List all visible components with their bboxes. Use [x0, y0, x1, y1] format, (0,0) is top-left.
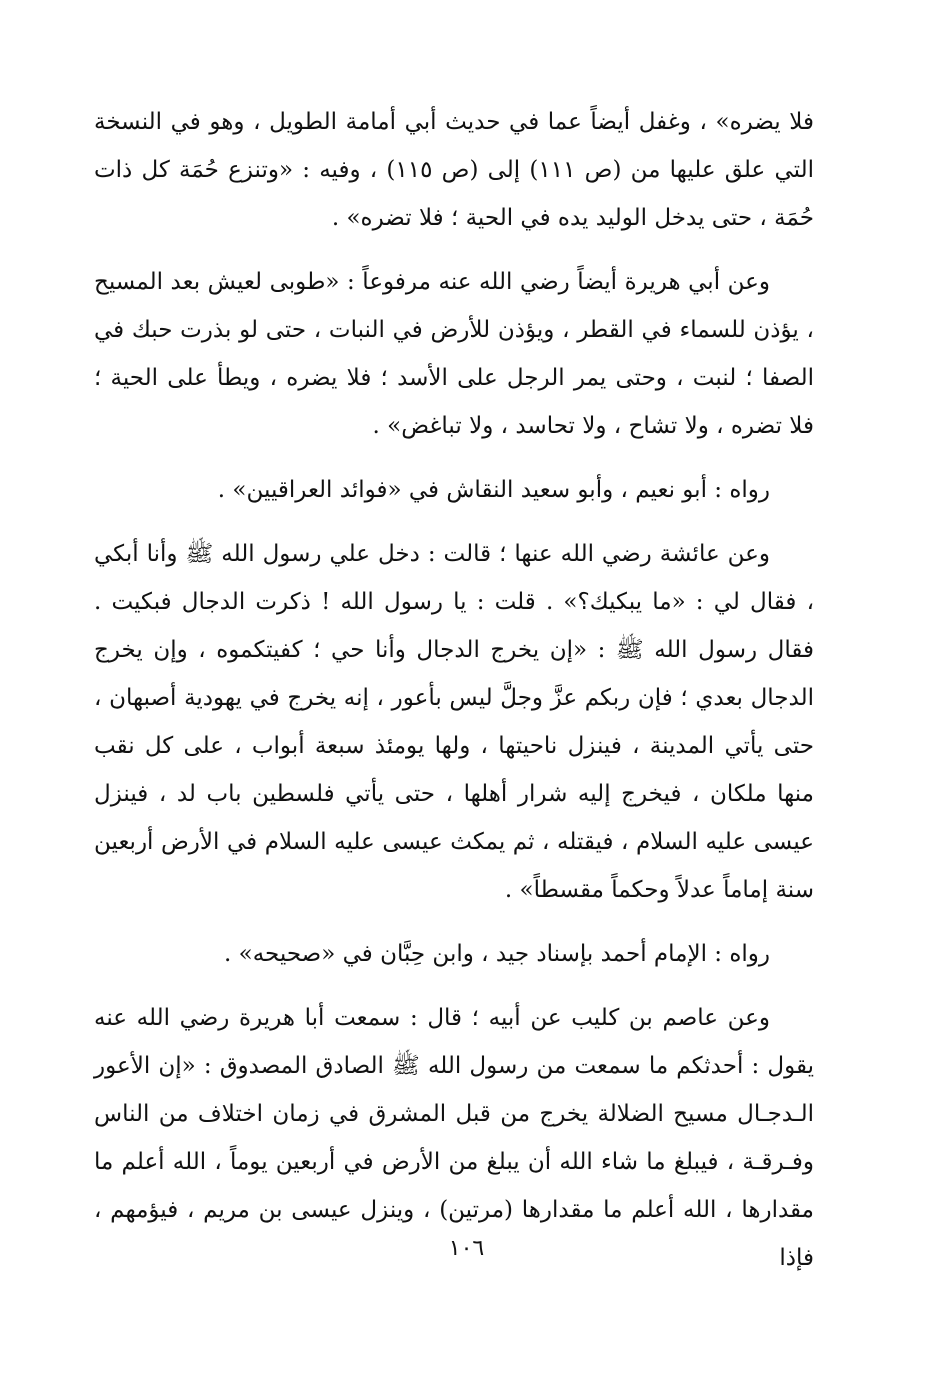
- page-body: [94, 98, 814, 1282]
- paragraph-gap: [94, 242, 814, 258]
- paragraph-narration-source-2: رواه : الإمام أحمد بإسناد جيد ، وابن حِبَّان في «صحيحه» .: [224, 941, 770, 967]
- paragraph-gap: [94, 514, 814, 530]
- paragraph-hadith-asim: وعن عاصم بن كليب عن أبيه ؛ قال : سمعت أبا هريرة رضي الله عنه يقول : أحدثكم ما سمعت من رسول الله ﷺ الصادق المصدوق : «إن الأعور الـدجـال مسيح الضلالة يخرج من قبل المشرق في زمان اختلاف من الناس وفـرقـة ، فيبلغ ما شاء الله أن يبلغ من الأرض في أربعين يوماً ، الله أعلم ما مقدارها ، الله أعلم ما مقدارها (مرتين) ، وينزل عيسى بن مريم ، فيؤمهم ، فإذا: [94, 1005, 815, 1271]
- paragraph-hadith-abu-hurayra: وعن أبي هريرة أيضاً رضي الله عنه مرفوعاً : «طوبى لعيش بعد المسيح ، يؤذن للسماء في القطر ، ويؤذن للأرض في النبات ، حتى لو بذرت حبك في الصفا ؛ لنبت ، وحتى يمر الرجل على الأسد ؛ فلا يضره ، ويطأ على الحية ؛ فلا تضره ، ولا تشاح ، ولا تحاسد ، ولا تباغض» .: [94, 269, 814, 439]
- paragraph-continuation: فلا يضره» ، وغفل أيضاً عما في حديث أبي أمامة الطويل ، وهو في النسخة التي علق عليها من (ص ١١١) إلى (ص ١١٥) ، وفيه : «وتنزع حُمَة كل ذات حُمَة ، حتى يدخل الوليد يده في الحية ؛ فلا تضره» .: [94, 109, 814, 231]
- paragraph-gap: [94, 450, 814, 466]
- page-number: ١٠٦: [448, 1236, 485, 1261]
- paragraph-hadith-aisha: وعن عائشة رضي الله عنها ؛ قالت : دخل علي رسول الله ﷺ وأنا أبكي ، فقال لي : «ما يبكيك؟» . قلت : يا رسول الله ! ذكرت الدجال فبكيت . فقال رسول الله ﷺ : «إن يخرج الدجال وأنا حي ؛ كفيتكموه ، وإن يخرج الدجال بعدي ؛ فإن ربكم عزَّ وجلَّ ليس بأعور ، إنه يخرج في يهودية أصبهان ، حتى يأتي المدينة ، فينزل ناحيتها ، ولها يومئذ سبعة أبواب ، على كل نقب منها ملكان ، فيخرج إليه شرار أهلها ، حتى يأتي فلسطين باب لد ، فينزل عيسى عليه السلام ، فيقتله ، ثم يمكث عيسى عليه السلام في الأرض أربعين سنة إماماً عدلاً وحكماً مقسطاً» .: [94, 541, 814, 903]
- paragraph-gap: [94, 914, 814, 930]
- paragraph-gap: [94, 978, 814, 994]
- paragraph-narration-source-1: رواه : أبو نعيم ، وأبو سعيد النقاش في «فوائد العراقيين» .: [217, 477, 770, 503]
